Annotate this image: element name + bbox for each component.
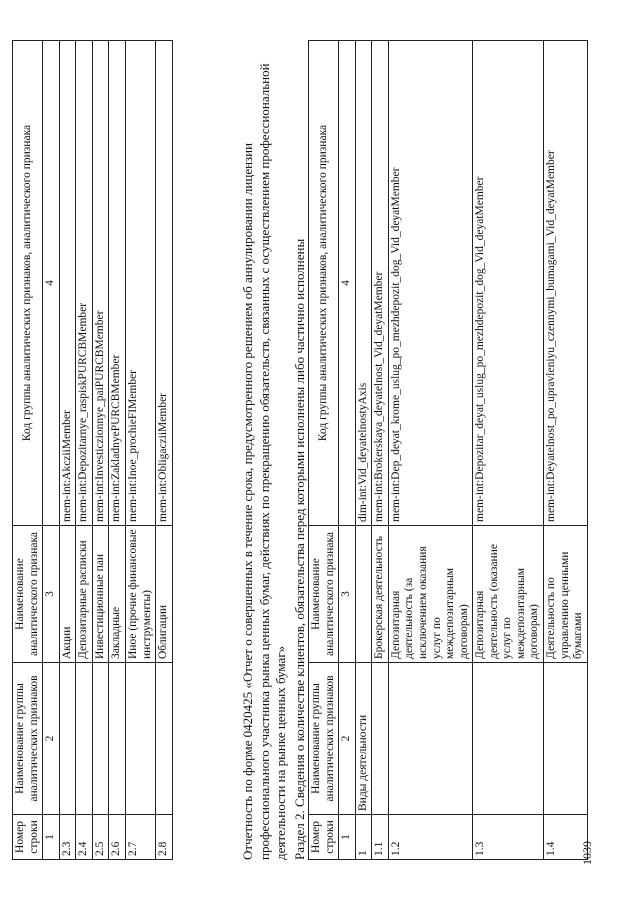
row-code: mem-int:ObligacziiMember [156,41,173,526]
row-group [388,663,472,815]
table-row [156,41,173,860]
row-number: 2.8 [156,815,173,860]
column-number-row [43,41,60,860]
header-group-name: Наименование группы аналитических признаков [309,663,339,815]
row-attribute: Иное (прочие финансовые инструменты) [125,526,155,663]
page-number: 1039 [580,841,594,865]
row-number: 2.6 [109,815,126,860]
row-number: 2.7 [125,815,155,860]
col-number: 4 [339,41,356,526]
form-description-paragraph: Отчетность по форме 0420425 «Отчет о совершенных в течение срока, предусмотренного решением об аннулировании лицензии профессионального участника рынка ценных бумаг, действиях по прекращению обязательств, связанных с осуществлением профессиональной деятельности на рынке ценных бумаг» [240,63,289,860]
col-number: 2 [43,663,60,815]
header-attribute-name: Наименование аналитического признака [309,526,339,663]
col-number: 3 [43,526,60,663]
row-attribute: Закладные [109,526,126,663]
table-row [473,41,544,860]
row-number: 2.3 [59,815,76,860]
row-attribute: Деятельность по управлению ценными бумагами [544,526,588,663]
table-row [388,41,472,860]
row-attribute: Брокерская деятельность [372,526,389,663]
col-number: 3 [339,526,356,663]
row-code: mem-int:Dep_deyat_krome_uslug_po_mezhdepozit_dog_Vid_deyatMember [388,41,472,526]
col-number: 4 [43,41,60,526]
row-number: 2.4 [76,815,93,860]
row-group [473,663,544,815]
row-group [125,663,155,815]
analytics-table-b [308,40,588,860]
row-code: mem-int:ZakladnyePURCBMember [109,41,126,526]
row-code: mem-int:AkcziiMember [59,41,76,526]
table-row [125,41,155,860]
header-attribute-name: Наименование аналитического признака [13,526,43,663]
row-number: 1.4 [544,815,588,860]
header-row-number: Номер строки [13,815,43,860]
table-row [355,41,372,860]
row-code: mem-int:Depozitarnye_raspiskPURCBMember [76,41,93,526]
header-code: Код группы аналитических признаков, аналитического признака [13,41,43,526]
row-attribute: Депозитарная деятельность (за исключением оказания услуг по междепозитарным договорам) [388,526,472,663]
row-number: 2.5 [92,815,109,860]
row-group [59,663,76,815]
row-group [372,663,389,815]
row-attribute [355,526,372,663]
row-attribute: Облигации [156,526,173,663]
col-number: 1 [43,815,60,860]
table-header-row [309,41,339,860]
table-row [109,41,126,860]
row-group [544,663,588,815]
col-number: 1 [339,815,356,860]
row-attribute: Депозитарные расписки [76,526,93,663]
table-row [372,41,389,860]
table-row [544,41,588,860]
table-row [76,41,93,860]
column-number-row [339,41,356,860]
row-number: 1 [355,815,372,860]
row-number: 1.2 [388,815,472,860]
row-number: 1.3 [473,815,544,860]
header-row-number: Номер строки [309,815,339,860]
row-number: 1.1 [372,815,389,860]
col-number: 2 [339,663,356,815]
row-code: mem-int:Brokerskaya_deyatelnost_Vid_deyatMember [372,41,389,526]
row-attribute: Депозитарная деятельность (оказание услуг по междепозитарным договорам) [473,526,544,663]
row-group [156,663,173,815]
header-code: Код группы аналитических признаков, аналитического признака [309,41,339,526]
header-group-name: Наименование группы аналитических признаков [13,663,43,815]
row-attribute: Акции [59,526,76,663]
table-row [92,41,109,860]
table-row [59,41,76,860]
table-header-row [13,41,43,860]
section-title: Раздел 2. Сведения о количестве клиентов, обязательства перед которыми исполнены либо частично исполнены [292,238,307,860]
row-code: mem-int:Inoe_prochieFIMember [125,41,155,526]
row-group [92,663,109,815]
analytics-table-a [12,40,173,860]
row-code: dim-int:Vid_deyatelnostyAxis [355,41,372,526]
row-group [109,663,126,815]
row-code: mem-int:Investiczionnye_paiPURCBMember [92,41,109,526]
row-group [76,663,93,815]
row-group: Виды деятельности [355,663,372,815]
row-attribute: Инвестиционные паи [92,526,109,663]
row-code: mem-int:Deyatelnost_po_upravleniyu_czennymi_bumagami_Vid_deyatMember [544,41,588,526]
row-code: mem-int:Depozitar_deyat_uslug_po_mezhdepozit_dog_Vid_deyatMember [473,41,544,526]
